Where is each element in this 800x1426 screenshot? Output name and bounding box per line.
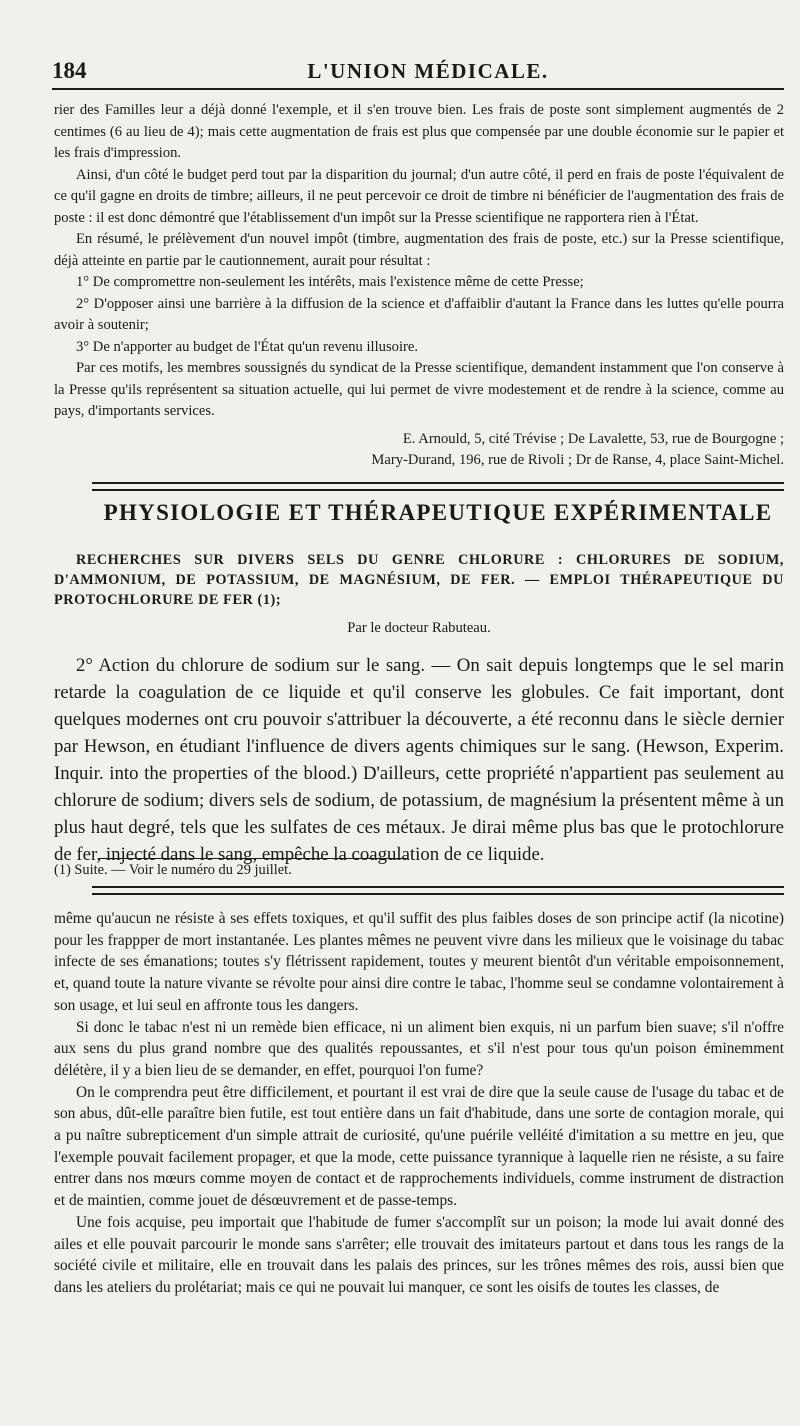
- header-rule: [52, 88, 784, 90]
- paragraph: Ainsi, d'un côté le budget perd tout par la disparition du journal; d'un autre côté, il perd en frais de poste l'équivalent de ce qu'il gagne en droits de timbre; ailleurs, il ne peut percevoir ce droit de timbre ni bénéficier de l'augmentation des frais de poste : il est donc démontré que l'établissement d'un impôt sur la Presse scientifique ne rapportera rien à l'État.: [54, 166, 784, 226]
- paragraph: rier des Familles leur a déjà donné l'exemple, et il s'en trouve bien. Les frais de poste sont simplement augmentés de 2 centimes (6 au lieu de 4); mais cette augmentation de frais est plus que compensée par une double économie sur le papier et les frais d'impression.: [54, 102, 784, 161]
- page: [44, 0, 784, 1426]
- paragraph: Si donc le tabac n'est ni un remède bien efficace, ni un aliment bien exquis, ni un parfum bien suave; s'il n'offre aux sens du plus grand nombre que des qualités repoussantes, et s'il n'est pour tous qu'un poison éminemment délétère, il y a bien lieu de se demander, en effet, pourquoi l'on fume?: [54, 1018, 784, 1079]
- section-title: PHYSIOLOGIE ET THÉRAPEUTIQUE EXPÉRIMENTALE: [103, 500, 773, 525]
- article-byline: [54, 620, 784, 637]
- section-divider: [92, 886, 784, 895]
- section-divider: [92, 482, 784, 491]
- paragraph: même qu'aucun ne résiste à ses effets toxiques, et qu'il suffit des plus faibles doses de son principe actif (la nicotine) pour les frappper de mort instantanée. Les plantes mêmes ne peuvent vivre dans les milieux que le voisinage du tabac infecte de ses émanations; toutes s'y flétrissent rapidement, toutes y meurent bientôt d'un véritable empoisonnement, et, quand toute la nature vivante se révolte pour ainsi dire contre le tabac, l'homme seul se condamne volontairement à son usage, et lui seul en affronte tous les dangers.: [54, 910, 784, 1014]
- paragraph: Une fois acquise, peu importait que l'habitude de fumer s'accomplît sur un poison; la mode lui avait donné des ailes et elle pouvait parcourir le monde sans s'arrêter; elle trouvait des imitateurs partout et dans tous les rangs de la société civile et militaire, elle en trouvait dans les palais des princes, sur les trônes mêmes des rois, aussi bien que dans les ateliers du prolétariat; mais ce qui ne pouvait lui manquer, ce sont les oisifs de toutes les classes, de: [54, 1213, 784, 1296]
- list-item: 2° D'opposer ainsi une barrière à la diffusion de la science et d'affaiblir d'autant la France dans les luttes qu'elle pourra avoir à soutenir;: [54, 295, 784, 333]
- article-subtitle: RECHERCHES SUR DIVERS SELS DU GENRE CHLORURE : CHLORURES DE SODIUM, D'AMMONIUM, DE POTASSIUM, DE MAGNÉSIUM, DE FER. — EMPLOI THÉRAPEUTIQUE DU PROTOCHLORURE DE FER (1);: [54, 552, 784, 608]
- paragraph: Par ces motifs, les membres soussignés du syndicat de la Presse scientifique, demandent instamment que l'on conserve à la Presse qu'ils représentent sa situation actuelle, qui lui permet de vivre modestement et de rendre à la science, comme au pays, d'importants services.: [54, 360, 784, 419]
- footnote: (1) Suite. — Voir le numéro du 29 juillet.: [54, 862, 292, 878]
- list-item: 3° De n'apporter au budget de l'État qu'un revenu illusoire.: [76, 338, 418, 355]
- article-body: [54, 652, 784, 868]
- signature-line: E. Arnould, 5, cité Trévise ; De Lavalette, 53, rue de Bourgogne ;: [402, 430, 784, 447]
- journal-title: L'UNION MÉDICALE.: [307, 59, 549, 83]
- article-heading: [54, 550, 784, 610]
- petition-text: [54, 100, 784, 472]
- page-header: [52, 54, 784, 84]
- paragraph: On le comprendra peut être difficilement, et pourtant il est vrai de dire que la seule cause de l'usage du tabac et de son abus, dût-elle paraître bien futile, est tout entière dans un fait d'habitude, dans une sorte de contagion morale, qui a pu naître subrepticement d'un simple attrait de curiosité, qu'une puérile velléité d'imitation a su mettre en jeu, que l'exemple pouvait facilement propager, et que la mode, cette puissance tyrannique à laquelle rien ne résiste, a su faire entrer dans nos mœurs comme moyen de contact et de rapprochements individuels, comme instrument de distraction et de maintien, comme jouet de désœuvrement et de passe-temps.: [54, 1083, 784, 1210]
- page-number: 184: [52, 58, 87, 83]
- author: Par le docteur Rabuteau.: [347, 620, 491, 636]
- paragraph: 2° Action du chlorure de sodium sur le sang. — On sait depuis longtemps que le sel marin retarde la coagulation de ce liquide et qu'il conserve les globules. Ce fait important, dont quelques modernes ont cru pouvoir s'attribuer la découverte, a été reconnu dans le siècle dernier par Hewson, en étudiant l'influence de divers agents chimiques sur le sang. (Hewson, Experim. Inquir. into the properties of the blood.) D'ailleurs, cette propriété n'appartient pas seulement au chlorure de sodium; divers sels de sodium, de potassium, de magnésium la présentent même à un plus haut degré, tels que les sulfates de ces métaux. Je dirai même plus bas que le protochlorure de fer, injecté dans le sang, empêche la coagulation de ce liquide.: [54, 655, 784, 865]
- paragraph: En résumé, le prélèvement d'un nouvel impôt (timbre, augmentation des frais de poste, etc.) sur la Presse scientifique, déjà atteinte en partie par le cautionnement, aurait pour résultat :: [54, 231, 784, 269]
- feuilleton-text: [54, 908, 784, 1299]
- footnote-rule: [98, 858, 408, 859]
- list-item: 1° De compromettre non-seulement les intérêts, mais l'existence même de cette Presse;: [76, 274, 584, 290]
- signature-line: Mary-Durand, 196, rue de Rivoli ; Dr de Ranse, 4, place Saint-Michel.: [371, 452, 784, 468]
